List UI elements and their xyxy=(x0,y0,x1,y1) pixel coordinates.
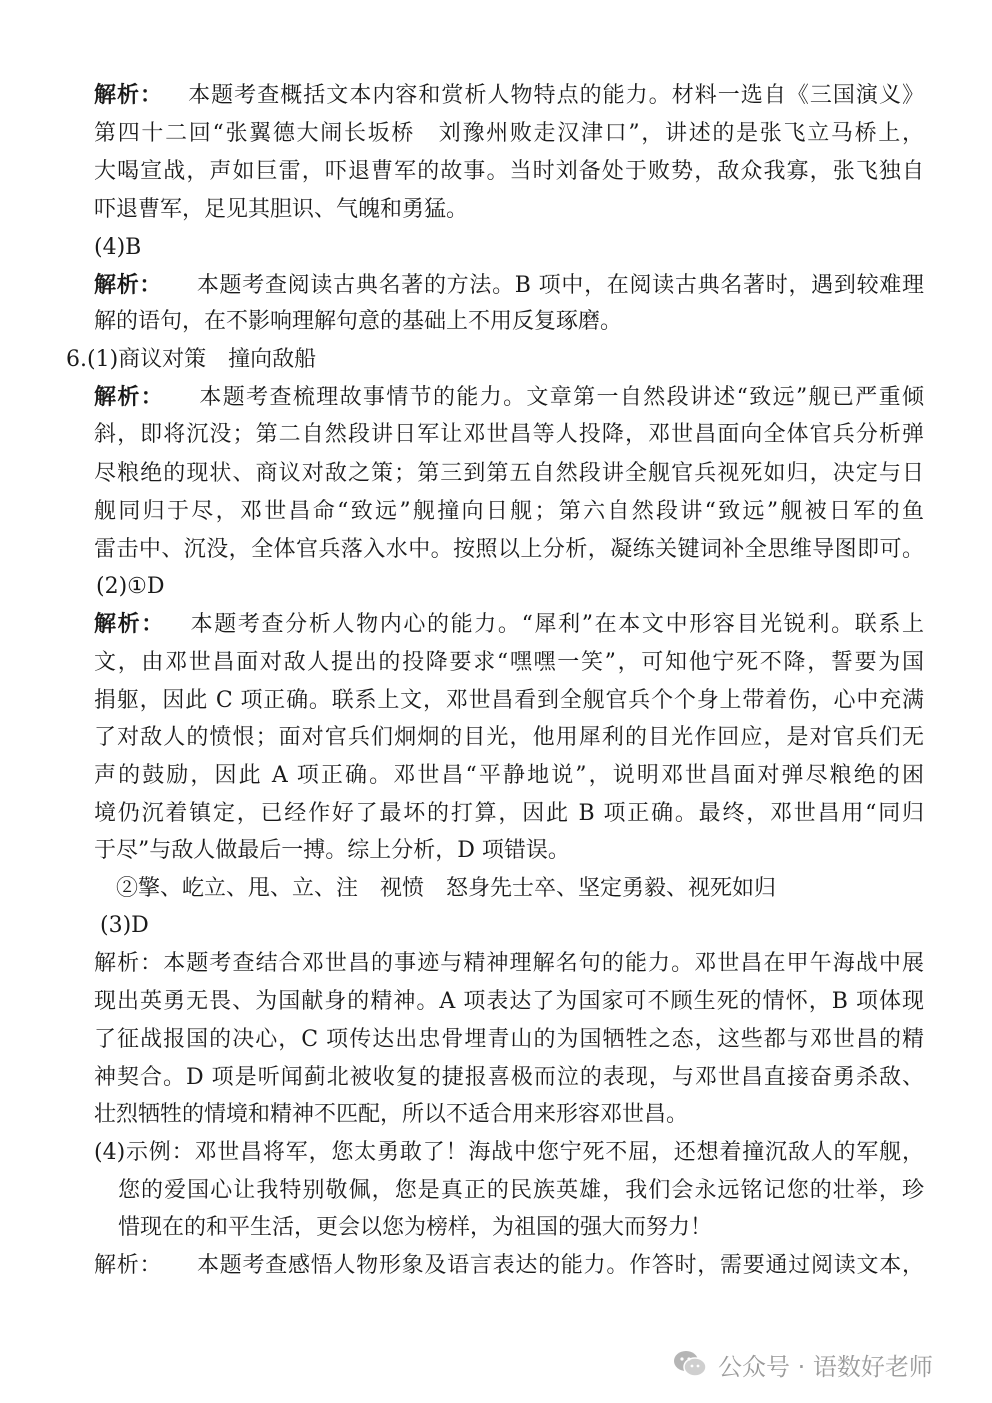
text-line: 了对敌人的愤恨；面对官兵们炯炯的目光，他用犀利的目光作回应，是对官兵们无 xyxy=(94,725,924,750)
text-line: 解析： 本题考查阅读古典名著的方法。B 项中，在阅读古典名著时，遇到较难理 xyxy=(94,272,924,298)
answer-line: (4)B xyxy=(94,235,142,260)
text-line: 大喝宣战，声如巨雷，吓退曹军的故事。当时刘备处于败势，敌众我寡，张飞独自 xyxy=(94,159,924,184)
text-line: 舰同归于尽，邓世昌命“致远”舰撞向日舰；第六自然段讲“致远”舰被日军的鱼 xyxy=(94,499,924,524)
text-line: 尽粮绝的现状、商议对敌之策；第三到第五自然段讲全舰官兵视死如归，决定与日 xyxy=(94,461,924,486)
text-line: 文，由邓世昌面对敌人提出的投降要求“嘿嘿一笑”，可知他宁死不降，誓要为国 xyxy=(94,650,924,675)
text-line: 现出英勇无畏、为国献身的精神。A 项表达了为国家可不顾生死的情怀，B 项体现 xyxy=(94,989,924,1014)
text-line: 解析：本题考查结合邓世昌的事迹与精神理解名句的能力。邓世昌在甲午海战中展 xyxy=(94,951,924,976)
text-line: 神契合。D 项是听闻蓟北被收复的捷报喜极而泣的表现，与邓世昌直接奋勇杀敌、 xyxy=(94,1065,924,1090)
text-line: 解析： 本题考查分析人物内心的能力。“犀利”在本文中形容目光锐利。联系上 xyxy=(94,611,924,637)
answer-line: (3)D xyxy=(100,913,149,938)
text-line: 第四十二回“张翼德大闹长坂桥 刘豫州败走汉津口”，讲述的是张飞立马桥上， xyxy=(94,121,924,146)
text-line: 捐躯，因此 C 项正确。联系上文，邓世昌看到全舰官兵个个身上带着伤，心中充满 xyxy=(94,688,924,713)
text-line: 解析： 本题考查梳理故事情节的能力。文章第一自然段讲述“致远”舰已严重倾 xyxy=(94,384,924,410)
watermark xyxy=(672,1344,933,1384)
text-line: 境仍沉着镇定，已经作好了最坏的打算，因此 B 项正确。最终，邓世昌用“同归 xyxy=(94,801,924,826)
answer-line: ②擎、屹立、甩、立、注 视愤 怒身先士卒、坚定勇毅、视死如归 xyxy=(116,876,777,901)
analysis-label: 解析： xyxy=(94,611,165,637)
analysis-label: 解析： xyxy=(94,272,163,298)
text-line: 您的爱国心让我特别敬佩，您是真正的民族英雄，我们会永远铭记您的壮举，珍 xyxy=(118,1178,924,1203)
answer-line: (2)①D xyxy=(96,574,165,599)
analysis-label: 解析： xyxy=(94,384,165,410)
text-line: 解析： 本题考查感悟人物形象及语言表达的能力。作答时，需要通过阅读文本， xyxy=(94,1253,924,1278)
text-line: 壮烈牺牲的情境和精神不匹配，所以不适合用来形容邓世昌。 xyxy=(94,1102,689,1127)
text-line: 解析： 本题考查概括文本内容和赏析人物特点的能力。材料一选自《三国演义》 xyxy=(94,82,924,108)
question-heading: 6.(1)商议对策 撞向敌船 xyxy=(66,347,317,372)
text-line: 了征战报国的决心，C 项传达出忠骨埋青山的为国牺牲之态，这些都与邓世昌的精 xyxy=(94,1027,924,1052)
analysis-label: 解析： xyxy=(94,82,164,108)
analysis-label: 解析： xyxy=(94,1253,163,1278)
text-line: 于尽”与敌人做最后一搏。综上分析，D 项错误。 xyxy=(94,838,570,863)
text-line: 吓退曹军，足见其胆识、气魄和勇猛。 xyxy=(94,197,469,222)
text-line: 雷击中、沉没，全体官兵落入水中。按照以上分析，凝练关键词补全思维导图即可。 xyxy=(94,537,924,562)
watermark-text: 公众号 · 语数好老师 xyxy=(718,1352,933,1381)
text-line: 声的鼓励，因此 A 项正确。邓世昌“平静地说”，说明邓世昌面对弹尽粮绝的困 xyxy=(94,763,924,788)
text-line: (4)示例：邓世昌将军，您太勇敢了！海战中您宁死不屈，还想着撞沉敌人的军舰， xyxy=(94,1140,924,1165)
wechat-icon xyxy=(672,1349,708,1379)
text-line: 惜现在的和平生活，更会以您为榜样，为祖国的强大而努力！ xyxy=(118,1215,713,1240)
text-line: 斜，即将沉没；第二自然段讲日军让邓世昌等人投降，邓世昌面向全体官兵分析弹 xyxy=(94,422,924,447)
text-line: 解的语句，在不影响理解句意的基础上不用反复琢磨。 xyxy=(94,309,623,334)
